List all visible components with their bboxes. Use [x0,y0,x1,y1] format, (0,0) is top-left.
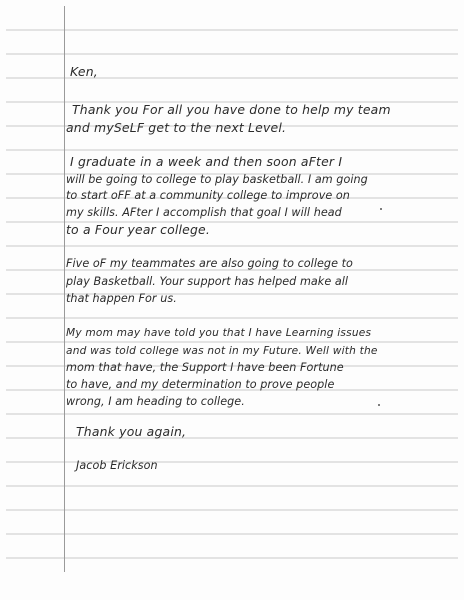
letter-line: and mySeLF get to the next Level. [66,120,287,135]
letter-line: mom that have, the Support I have been Fortune [66,361,344,374]
letter-line: and was told college was not in my Future. Well with the [66,345,378,357]
letter-line: to a Four year college. [66,222,211,237]
ink-speck [378,404,380,406]
letter-line: My mom may have told you that I have Learning issues [66,327,372,339]
letter-line: to have, and my determination to prove people [66,378,335,391]
letter-line: that happen For us. [66,292,177,305]
margin-line [64,6,65,572]
letter-line: to start oFF at a community college to improve on [66,189,350,202]
letter-line: I graduate in a week and then soon aFter I [70,154,343,169]
letter-line: my skills. AFter I accomplish that goal I will head [66,206,342,219]
letter-line: wrong, I am heading to college. [66,395,245,408]
letter-line: play Basketball. Your support has helped make all [66,275,349,288]
ink-speck [380,208,382,210]
letter-line: Thank you For all you have done to help my team [72,102,391,117]
letter-line: Five oF my teammates are also going to college to [66,257,353,270]
letter-salutation: Ken, [70,64,98,79]
letter-closing: Thank you again, [76,424,187,439]
letter-signature: Jacob Erickson [76,459,158,472]
letter-line: will be going to college to play basketball. I am going [66,173,368,186]
